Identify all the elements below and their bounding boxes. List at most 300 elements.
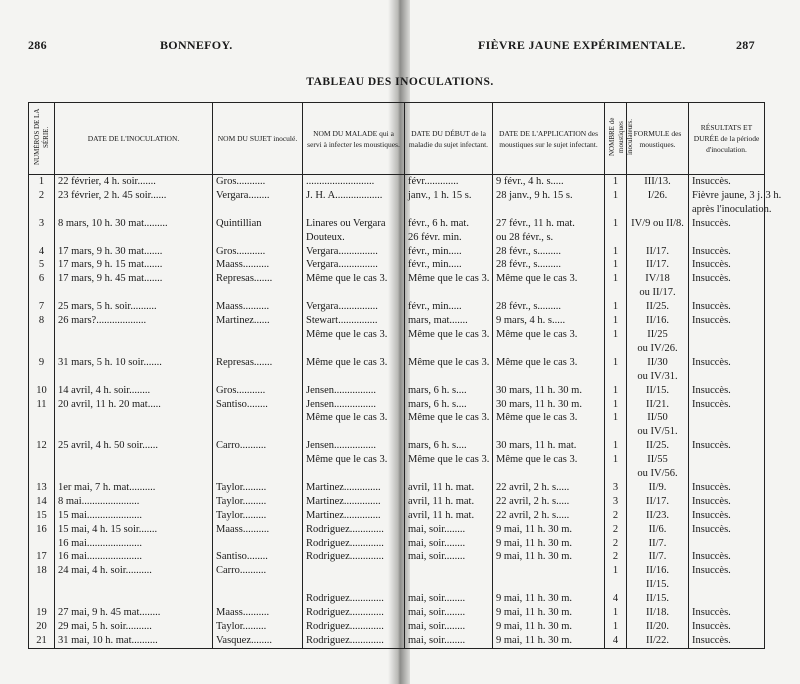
- table-row: [29, 481, 765, 495]
- cell-formula: II/20.: [627, 620, 689, 634]
- cell-application-date: 9 mai, 11 h. 30 m.: [493, 537, 605, 551]
- cell-mosquito-count: 1: [605, 606, 627, 620]
- cell-application-date: [493, 342, 605, 356]
- cell-onset-date: janv., 1 h. 15 s.: [405, 189, 493, 203]
- cell-mosquito-count: 4: [605, 592, 627, 606]
- col-header-onset-date: DATE DU DÉBUT de la maladie du sujet infectant.: [405, 103, 493, 175]
- cell-formula: II/17.: [627, 495, 689, 509]
- cell-mosquito-count: 1: [605, 439, 627, 453]
- table-row: [29, 439, 765, 453]
- cell-number: [29, 453, 55, 467]
- cell-onset-date: [405, 370, 493, 384]
- cell-number: 17: [29, 550, 55, 564]
- cell-inoculation-date: [55, 467, 213, 481]
- cell-subject: Carro..........: [213, 564, 303, 578]
- cell-subject: [213, 453, 303, 467]
- cell-formula: II/15.: [627, 592, 689, 606]
- cell-patient: [303, 425, 405, 439]
- cell-number: 4: [29, 245, 55, 259]
- table-row: [29, 634, 765, 648]
- cell-inoculation-date: 16 mai.....................: [55, 537, 213, 551]
- cell-number: [29, 592, 55, 606]
- cell-result: Insuccès.: [689, 481, 765, 495]
- cell-inoculation-date: [55, 370, 213, 384]
- cell-application-date: [493, 564, 605, 578]
- cell-inoculation-date: 31 mars, 5 h. 10 soir.......: [55, 356, 213, 370]
- cell-subject: [213, 342, 303, 356]
- col-header-subject: NOM DU SUJET inoculé.: [213, 103, 303, 175]
- cell-onset-date: Même que le cas 3.: [405, 453, 493, 467]
- cell-onset-date: [405, 467, 493, 481]
- cell-formula: II/25.: [627, 439, 689, 453]
- table-row: [29, 217, 765, 231]
- cell-patient: Rodriguez.............: [303, 523, 405, 537]
- cell-inoculation-date: 16 mai.....................: [55, 550, 213, 564]
- table-row: [29, 606, 765, 620]
- cell-subject: Taylor.........: [213, 509, 303, 523]
- table-row: [29, 342, 765, 356]
- cell-result: [689, 425, 765, 439]
- cell-number: 1: [29, 175, 55, 189]
- col-header-results: RÉSULTATS ET DURÉE de la période d'inoculation.: [689, 103, 765, 175]
- cell-number: [29, 328, 55, 342]
- cell-onset-date: avril, 11 h. mat.: [405, 509, 493, 523]
- table-row: [29, 370, 765, 384]
- cell-formula: II/7.: [627, 537, 689, 551]
- cell-patient: [303, 467, 405, 481]
- cell-formula: [627, 203, 689, 217]
- cell-result: Insuccès.: [689, 495, 765, 509]
- cell-number: [29, 411, 55, 425]
- table-row: [29, 564, 765, 578]
- cell-patient: Rodriguez.............: [303, 634, 405, 648]
- cell-inoculation-date: 17 mars, 9 h. 30 mat.......: [55, 245, 213, 259]
- cell-inoculation-date: [55, 328, 213, 342]
- cell-mosquito-count: 1: [605, 217, 627, 231]
- cell-formula: IV/9 ou II/8.: [627, 217, 689, 231]
- cell-application-date: 9 mai, 11 h. 30 m.: [493, 620, 605, 634]
- cell-patient: Rodriguez.............: [303, 537, 405, 551]
- cell-onset-date: févr., 6 h. mat.: [405, 217, 493, 231]
- table-row: [29, 620, 765, 634]
- inoculation-table: [28, 102, 782, 649]
- table-row: [29, 245, 765, 259]
- cell-subject: [213, 467, 303, 481]
- cell-subject: [213, 286, 303, 300]
- cell-inoculation-date: [55, 411, 213, 425]
- cell-formula: IV/18: [627, 272, 689, 286]
- cell-application-date: 30 mars, 11 h. 30 m.: [493, 384, 605, 398]
- table-row: [29, 356, 765, 370]
- cell-patient: Même que le cas 3.: [303, 328, 405, 342]
- cell-application-date: 9 mai, 11 h. 30 m.: [493, 634, 605, 648]
- cell-number: 3: [29, 217, 55, 231]
- cell-number: 11: [29, 398, 55, 412]
- cell-formula: II/15.: [627, 384, 689, 398]
- cell-subject: Gros...........: [213, 175, 303, 189]
- cell-onset-date: mai, soir........: [405, 620, 493, 634]
- cell-inoculation-date: [55, 203, 213, 217]
- cell-formula: II/17.: [627, 245, 689, 259]
- cell-inoculation-date: [55, 453, 213, 467]
- cell-application-date: 28 févr., s.........: [493, 245, 605, 259]
- cell-mosquito-count: 2: [605, 537, 627, 551]
- cell-subject: Quintillian: [213, 217, 303, 231]
- cell-patient: [303, 286, 405, 300]
- cell-patient: Même que le cas 3.: [303, 356, 405, 370]
- cell-number: 19: [29, 606, 55, 620]
- cell-subject: Taylor.........: [213, 495, 303, 509]
- cell-result: Insuccès.: [689, 300, 765, 314]
- cell-onset-date: [405, 342, 493, 356]
- cell-patient: Douteux.: [303, 231, 405, 245]
- cell-number: 6: [29, 272, 55, 286]
- cell-patient: Même que le cas 3.: [303, 272, 405, 286]
- cell-inoculation-date: 26 mars?...................: [55, 314, 213, 328]
- cell-result: Insuccès.: [689, 258, 765, 272]
- cell-mosquito-count: 1: [605, 398, 627, 412]
- cell-inoculation-date: 15 mai.....................: [55, 509, 213, 523]
- cell-mosquito-count: 2: [605, 550, 627, 564]
- cell-formula: II/25: [627, 328, 689, 342]
- cell-number: 21: [29, 634, 55, 648]
- cell-result: Insuccès.: [689, 564, 765, 578]
- cell-formula: ou IV/51.: [627, 425, 689, 439]
- cell-mosquito-count: [605, 467, 627, 481]
- cell-formula: ou IV/56.: [627, 467, 689, 481]
- cell-application-date: [493, 467, 605, 481]
- cell-patient: [303, 203, 405, 217]
- cell-inoculation-date: [55, 578, 213, 592]
- cell-number: [29, 425, 55, 439]
- cell-subject: [213, 537, 303, 551]
- cell-mosquito-count: 1: [605, 384, 627, 398]
- cell-mosquito-count: 1: [605, 300, 627, 314]
- cell-patient: Linares ou Vergara: [303, 217, 405, 231]
- cell-formula: III/13.: [627, 175, 689, 189]
- cell-result: Insuccès.: [689, 384, 765, 398]
- cell-formula: II/50: [627, 411, 689, 425]
- cell-patient: Jensen................: [303, 398, 405, 412]
- cell-onset-date: Même que le cas 3.: [405, 328, 493, 342]
- cell-inoculation-date: 25 mars, 5 h. soir..........: [55, 300, 213, 314]
- cell-inoculation-date: 8 mai......................: [55, 495, 213, 509]
- cell-onset-date: mars, 6 h. s....: [405, 398, 493, 412]
- cell-mosquito-count: [605, 578, 627, 592]
- cell-result: [689, 411, 765, 425]
- cell-patient: Rodriguez.............: [303, 592, 405, 606]
- cell-onset-date: mai, soir........: [405, 523, 493, 537]
- cell-number: [29, 537, 55, 551]
- cell-subject: Taylor.........: [213, 481, 303, 495]
- cell-onset-date: Même que le cas 3.: [405, 356, 493, 370]
- cell-subject: [213, 328, 303, 342]
- cell-mosquito-count: 1: [605, 453, 627, 467]
- cell-application-date: 9 mars, 4 h. s.....: [493, 314, 605, 328]
- cell-application-date: 22 avril, 2 h. s.....: [493, 495, 605, 509]
- cell-subject: Vasquez........: [213, 634, 303, 648]
- cell-patient: ..........................: [303, 175, 405, 189]
- cell-onset-date: mai, soir........: [405, 634, 493, 648]
- cell-onset-date: mai, soir........: [405, 537, 493, 551]
- cell-inoculation-date: 15 mai, 4 h. 15 soir.......: [55, 523, 213, 537]
- cell-subject: [213, 231, 303, 245]
- cell-subject: Martinez......: [213, 314, 303, 328]
- table-row: [29, 411, 765, 425]
- table-row: [29, 189, 765, 203]
- cell-patient: [303, 578, 405, 592]
- table-row: [29, 300, 765, 314]
- table-row: [29, 398, 765, 412]
- cell-mosquito-count: 1: [605, 620, 627, 634]
- cell-mosquito-count: 1: [605, 245, 627, 259]
- cell-application-date: [493, 370, 605, 384]
- cell-number: 2: [29, 189, 55, 203]
- cell-inoculation-date: 24 mai, 4 h. soir..........: [55, 564, 213, 578]
- cell-patient: Stewart...............: [303, 314, 405, 328]
- col-header-formula: FORMULE des moustiques.: [627, 103, 689, 175]
- cell-mosquito-count: [605, 370, 627, 384]
- cell-result: Insuccès.: [689, 634, 765, 648]
- cell-formula: II/6.: [627, 523, 689, 537]
- cell-formula: II/30: [627, 356, 689, 370]
- cell-subject: Maass..........: [213, 523, 303, 537]
- cell-subject: Represas.......: [213, 272, 303, 286]
- cell-application-date: 28 févr., s.........: [493, 300, 605, 314]
- table-row: [29, 231, 765, 245]
- cell-onset-date: févr.............: [405, 175, 493, 189]
- cell-patient: [303, 370, 405, 384]
- cell-patient: Martinez..............: [303, 481, 405, 495]
- cell-patient: Jensen................: [303, 439, 405, 453]
- cell-mosquito-count: 2: [605, 523, 627, 537]
- cell-number: [29, 342, 55, 356]
- cell-formula: II/16.: [627, 314, 689, 328]
- table-row: [29, 258, 765, 272]
- cell-onset-date: avril, 11 h. mat.: [405, 495, 493, 509]
- cell-formula: II/25.: [627, 300, 689, 314]
- cell-application-date: [493, 578, 605, 592]
- cell-inoculation-date: [55, 342, 213, 356]
- cell-mosquito-count: 3: [605, 495, 627, 509]
- right-page-number: 287: [736, 38, 755, 52]
- cell-patient: Martinez..............: [303, 509, 405, 523]
- table-row: [29, 175, 765, 189]
- cell-mosquito-count: [605, 286, 627, 300]
- cell-mosquito-count: 1: [605, 258, 627, 272]
- table-title: TABLEAU DES INOCULATIONS.: [306, 76, 494, 88]
- table-row: [29, 550, 765, 564]
- cell-subject: Maass..........: [213, 258, 303, 272]
- col-header-mosquito-count: NOMBRE de moustiques inoculateurs.: [605, 103, 627, 175]
- cell-formula: ou IV/31.: [627, 370, 689, 384]
- cell-onset-date: Même que le cas 3.: [405, 411, 493, 425]
- cell-onset-date: [405, 286, 493, 300]
- cell-application-date: 28 févr., s.........: [493, 258, 605, 272]
- cell-result: Insuccès.: [689, 620, 765, 634]
- cell-inoculation-date: 22 février, 4 h. soir.......: [55, 175, 213, 189]
- table-row: [29, 495, 765, 509]
- cell-application-date: Même que le cas 3.: [493, 453, 605, 467]
- cell-onset-date: mai, soir........: [405, 592, 493, 606]
- right-running-head: FIÈVRE JAUNE EXPÉRIMENTALE.: [478, 38, 686, 52]
- table-row: [29, 509, 765, 523]
- cell-inoculation-date: 14 avril, 4 h. soir........: [55, 384, 213, 398]
- cell-number: 9: [29, 356, 55, 370]
- cell-result: [689, 370, 765, 384]
- cell-inoculation-date: [55, 286, 213, 300]
- cell-result: Insuccès.: [689, 550, 765, 564]
- cell-result: Insuccès.: [689, 606, 765, 620]
- cell-onset-date: Même que le cas 3.: [405, 272, 493, 286]
- cell-application-date: 9 mai, 11 h. 30 m.: [493, 606, 605, 620]
- cell-number: 18: [29, 564, 55, 578]
- cell-result: [689, 328, 765, 342]
- cell-subject: [213, 578, 303, 592]
- cell-mosquito-count: 1: [605, 189, 627, 203]
- col-header-application-date: DATE DE L'APPLICATION des moustiques sur le sujet infectant.: [493, 103, 605, 175]
- left-running-head: BONNEFOY.: [160, 38, 233, 52]
- cell-subject: Taylor.........: [213, 620, 303, 634]
- cell-application-date: 9 mai, 11 h. 30 m.: [493, 523, 605, 537]
- cell-formula: [627, 231, 689, 245]
- cell-inoculation-date: 23 février, 2 h. 45 soir......: [55, 189, 213, 203]
- cell-application-date: [493, 425, 605, 439]
- cell-formula: II/23.: [627, 509, 689, 523]
- cell-subject: [213, 411, 303, 425]
- cell-onset-date: févr., min.....: [405, 245, 493, 259]
- cell-formula: ou IV/26.: [627, 342, 689, 356]
- cell-subject: Carro..........: [213, 439, 303, 453]
- cell-number: 15: [29, 509, 55, 523]
- cell-result: [689, 537, 765, 551]
- cell-patient: Rodriguez.............: [303, 620, 405, 634]
- cell-application-date: 9 mai, 11 h. 30 m.: [493, 550, 605, 564]
- cell-inoculation-date: [55, 425, 213, 439]
- cell-subject: Represas.......: [213, 356, 303, 370]
- cell-onset-date: avril, 11 h. mat.: [405, 481, 493, 495]
- cell-mosquito-count: 2: [605, 509, 627, 523]
- cell-formula: II/21.: [627, 398, 689, 412]
- cell-result: Fièvre jaune, 3 j. 3 h.: [689, 189, 765, 203]
- cell-result: Insuccès.: [689, 439, 765, 453]
- cell-number: [29, 286, 55, 300]
- cell-result: [689, 578, 765, 592]
- cell-onset-date: mars, mat.......: [405, 314, 493, 328]
- table-row: [29, 578, 765, 592]
- cell-result: Insuccès.: [689, 398, 765, 412]
- cell-inoculation-date: [55, 592, 213, 606]
- cell-inoculation-date: 1er mai, 7 h. mat..........: [55, 481, 213, 495]
- cell-result: [689, 286, 765, 300]
- cell-mosquito-count: 1: [605, 272, 627, 286]
- cell-onset-date: mai, soir........: [405, 550, 493, 564]
- cell-subject: Santiso........: [213, 398, 303, 412]
- cell-subject: [213, 425, 303, 439]
- cell-patient: Vergara...............: [303, 258, 405, 272]
- table-row: [29, 537, 765, 551]
- cell-application-date: 9 févr., 4 h. s.....: [493, 175, 605, 189]
- cell-subject: [213, 592, 303, 606]
- cell-mosquito-count: 1: [605, 564, 627, 578]
- cell-application-date: 9 mai, 11 h. 30 m.: [493, 592, 605, 606]
- cell-result: [689, 592, 765, 606]
- cell-mosquito-count: 1: [605, 175, 627, 189]
- cell-application-date: 22 avril, 2 h. s.....: [493, 509, 605, 523]
- cell-patient: Rodriguez.............: [303, 606, 405, 620]
- cell-application-date: 30 mars, 11 h. mat.: [493, 439, 605, 453]
- cell-number: 7: [29, 300, 55, 314]
- cell-mosquito-count: 1: [605, 356, 627, 370]
- cell-number: 13: [29, 481, 55, 495]
- cell-mosquito-count: 1: [605, 314, 627, 328]
- col-header-date-inoculation: DATE DE L'INOCULATION.: [55, 103, 213, 175]
- cell-inoculation-date: 20 avril, 11 h. 20 mat.....: [55, 398, 213, 412]
- cell-number: [29, 467, 55, 481]
- cell-result: [689, 453, 765, 467]
- cell-subject: Gros...........: [213, 245, 303, 259]
- col-header-patient: NOM DU MALADE qui a servi à infecter les moustiques.: [303, 103, 405, 175]
- cell-result: [689, 342, 765, 356]
- cell-number: [29, 203, 55, 217]
- table-row: [29, 328, 765, 342]
- cell-mosquito-count: [605, 231, 627, 245]
- cell-onset-date: mars, 6 h. s....: [405, 384, 493, 398]
- table-row: [29, 453, 765, 467]
- cell-inoculation-date: 29 mai, 5 h. soir..........: [55, 620, 213, 634]
- cell-subject: [213, 203, 303, 217]
- cell-application-date: 30 mars, 11 h. 30 m.: [493, 398, 605, 412]
- cell-application-date: Même que le cas 3.: [493, 356, 605, 370]
- cell-result: Insuccès.: [689, 217, 765, 231]
- cell-number: [29, 370, 55, 384]
- cell-result: après l'inoculation.: [689, 203, 765, 217]
- cell-application-date: Même que le cas 3.: [493, 272, 605, 286]
- cell-inoculation-date: 27 mai, 9 h. 45 mat........: [55, 606, 213, 620]
- table-row: [29, 384, 765, 398]
- table-row: [29, 523, 765, 537]
- table-row: [29, 272, 765, 286]
- cell-patient: Même que le cas 3.: [303, 411, 405, 425]
- cell-number: 16: [29, 523, 55, 537]
- table-row: [29, 286, 765, 300]
- cell-patient: Martinez..............: [303, 495, 405, 509]
- cell-onset-date: mai, soir........: [405, 606, 493, 620]
- cell-patient: Jensen................: [303, 384, 405, 398]
- cell-onset-date: [405, 425, 493, 439]
- cell-formula: II/22.: [627, 634, 689, 648]
- cell-subject: [213, 370, 303, 384]
- cell-formula: II/55: [627, 453, 689, 467]
- cell-mosquito-count: 1: [605, 328, 627, 342]
- cell-subject: Vergara........: [213, 189, 303, 203]
- cell-subject: Maass..........: [213, 300, 303, 314]
- cell-result: Insuccès.: [689, 245, 765, 259]
- cell-number: 8: [29, 314, 55, 328]
- cell-result: Insuccès.: [689, 356, 765, 370]
- cell-number: [29, 578, 55, 592]
- cell-application-date: Même que le cas 3.: [493, 328, 605, 342]
- cell-onset-date: févr., min.....: [405, 258, 493, 272]
- cell-formula: II/17.: [627, 258, 689, 272]
- cell-patient: Vergara...............: [303, 245, 405, 259]
- cell-application-date: Même que le cas 3.: [493, 411, 605, 425]
- cell-formula: II/16.: [627, 564, 689, 578]
- cell-patient: Rodriguez.............: [303, 550, 405, 564]
- table-row: [29, 203, 765, 217]
- cell-onset-date: [405, 578, 493, 592]
- cell-inoculation-date: 31 mai, 10 h. mat..........: [55, 634, 213, 648]
